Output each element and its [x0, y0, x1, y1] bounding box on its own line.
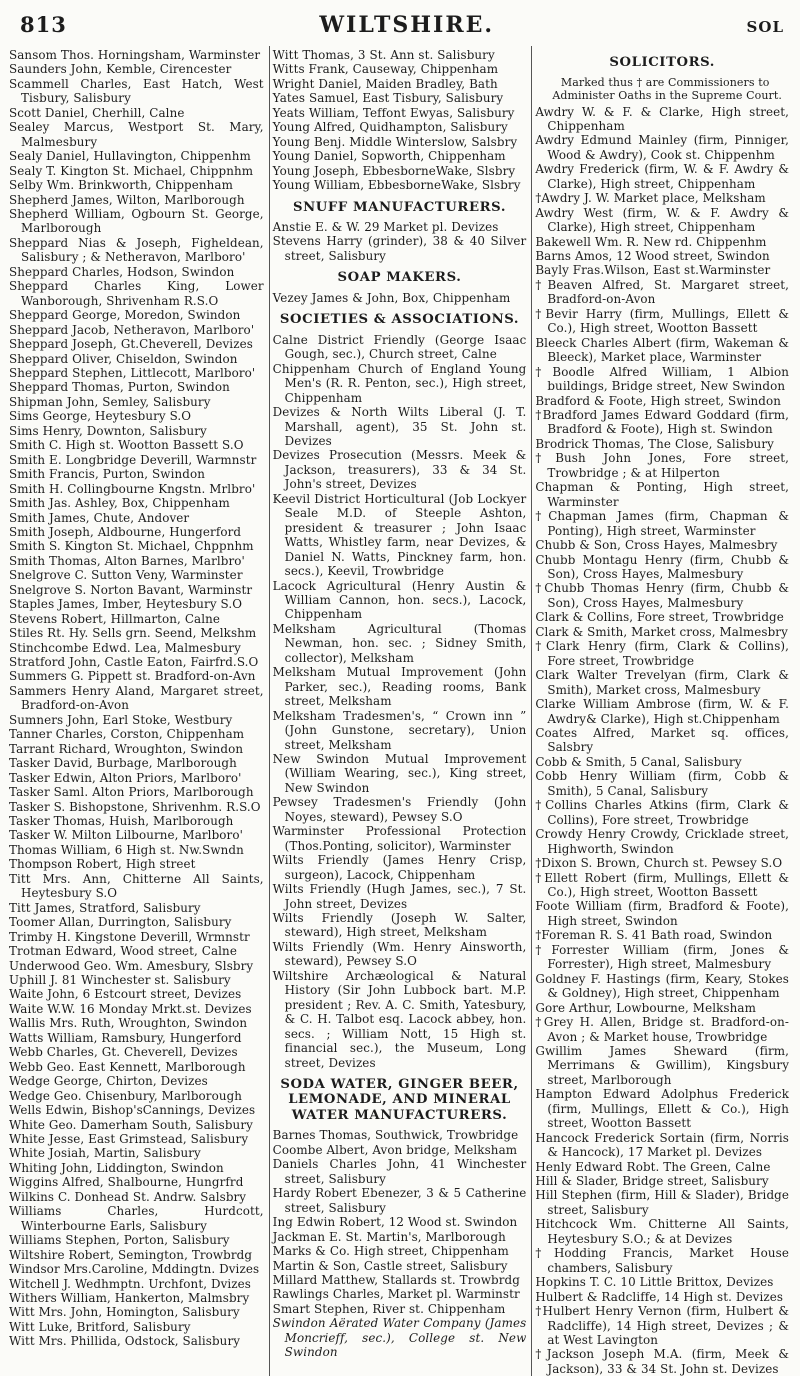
directory-entry: Tarrant Richard, Wroughton, Swindon	[9, 741, 244, 756]
directory-entry: Chubb Montagu Henry (firm, Chubb & Son), Cross Hayes, Malmesbury	[535, 552, 790, 581]
directory-entry: Withers William, Hankerton, Malmsbry	[9, 1290, 250, 1305]
directory-entry: Calne District Friendly (George Isaac Gough, sec.), Church street, Calne	[272, 332, 527, 362]
directory-entry: Daniels Charles John, 41 Winchester street, Salisbury	[272, 1157, 527, 1186]
directory-entry: Wells Edwin, Bishop'sCannings, Devizes	[9, 1103, 256, 1118]
directory-entry: Wiltshire Robert, Semington, Trowbrdg	[9, 1247, 253, 1262]
directory-entry: Awdry W. & F. & Clarke, High street, Chippenham	[535, 104, 790, 133]
directory-entry: Smith S. Kington St. Michael, Chppnhm	[9, 539, 254, 554]
directory-entry: Clark Walter Trevelyan (firm, Clark & Smith), Market cross, Malmesbury	[535, 668, 790, 697]
directory-entry: Trimby H. Kingstone Deverill, Wrmnstr	[9, 929, 250, 944]
directory-entry: †Foreman R. S. 41 Bath road, Swindon	[535, 928, 773, 943]
directory-entry: Saunders John, Kemble, Cirencester	[9, 62, 232, 77]
page-header	[6, 8, 794, 40]
page-title: WILTSHIRE.	[319, 12, 495, 38]
directory-entry: White Geo. Damerham South, Salisbury	[9, 1117, 253, 1132]
directory-entry: Bayly Fras.Wilson, East st.Warminster	[535, 263, 771, 278]
directory-entry: Sheppard Nias & Joseph, Figheldean, Salisbury ; & Netheravon, Marlboro'	[9, 235, 264, 265]
directory-entry: Clark & Smith, Market cross, Malmesbry	[535, 624, 788, 639]
directory-entry: Smith Joseph, Aldbourne, Hungerford	[9, 524, 242, 539]
page-corner-label: SOL	[746, 18, 784, 36]
directory-entry: Wiggins Alfred, Shalbourne, Hungrfrd	[9, 1175, 244, 1190]
directory-entry: Young Daniel, Sopworth, Chippenham	[272, 149, 506, 164]
directory-entry: †Bevir Harry (firm, Mullings, Ellett & Co.), High street, Wootton Bassett	[535, 306, 790, 336]
directory-entry: Snelgrove C. Sutton Veny, Warminster	[9, 568, 243, 583]
directory-entry: Jackman E. St. Martin's, Marlborough	[272, 1229, 506, 1244]
directory-entry: Sheppard Stephen, Littlecott, Marlboro'	[9, 365, 256, 380]
directory-entry: Melksham Agricultural (Thomas Newman, hon. sec. ; Sidney Smith, collector), Melksham	[272, 621, 527, 665]
directory-entry: Watts William, Ramsbury, Hungerford	[9, 1030, 242, 1045]
section-heading: SODA WATER, GINGER BEER, LEMONADE, AND MINERAL WATER MANUFACTURERS.	[280, 1076, 519, 1123]
directory-entry: Hampton Edward Adolphus Frederick (firm, Mullings, Ellett & Co.), High street, Wootton Bassett	[535, 1087, 790, 1131]
directory-entry: Tasker David, Burbage, Marlborough	[9, 756, 237, 771]
directory-entry: Shepherd William, Ogbourn St. George, Marlborough	[9, 206, 264, 236]
directory-entry: Hancock Frederick Sortain (firm, Norris & Hancock), 17 Market pl. Devizes	[535, 1130, 790, 1160]
directory-entry: Webb Charles, Gt. Cheverell, Devizes	[9, 1045, 238, 1060]
directory-entry: Barns Amos, 12 Wood street, Swindon	[535, 249, 770, 264]
directory-entry: Sheppard Joseph, Gt.Cheverell, Devizes	[9, 337, 253, 352]
directory-entry: Young Alfred, Quidhampton, Salisbury	[272, 120, 508, 135]
directory-entry: Melksham Mutual Improvement (John Parker, sec.), Reading rooms, Bank street, Melksham	[272, 665, 527, 709]
directory-entry: Gore Arthur, Lowbourne, Melksham	[535, 1000, 756, 1015]
directory-entry: Pewsey Tradesmen's Friendly (John Noyes, steward), Pewsey S.O	[272, 795, 527, 824]
directory-entry: Williams Charles, Hurdcott, Winterbourne Earls, Salisbury	[9, 1204, 264, 1233]
directory-entry: Sealey Marcus, Westport St. Mary, Malmesbury	[9, 120, 264, 149]
directory-entry: Toomer Allan, Durrington, Salisbury	[9, 915, 232, 930]
directory-entry: Gwillim James Sheward (firm, Merrimans & Gwillim), Kingsbury street, Marlborough	[535, 1043, 790, 1087]
directory-entry: Sealy Daniel, Hullavington, Chippenhm	[9, 149, 251, 164]
directory-entry: Wedge Geo. Chisenbury, Marlborough	[9, 1088, 243, 1103]
directory-entry: Tasker Thomas, Huish, Marlborough	[9, 814, 234, 829]
directory-entry: Chippenham Church of England Young Men's (R. R. Penton, sec.), High street, Chippenham	[272, 361, 527, 405]
section-heading: SNUFF MANUFACTURERS.	[292, 199, 507, 215]
directory-entry: †Beaven Alfred, St. Margaret street, Bradford-on-Avon	[535, 277, 790, 307]
directory-entry: Wilts Friendly (James Henry Crisp, surgeon), Lacock, Chippenham	[272, 853, 527, 882]
directory-entry: Stratford John, Castle Eaton, Fairfrd.S.O	[9, 655, 259, 670]
directory-entry: †Forrester William (firm, Jones & Forrester), High street, Malmesbury	[535, 942, 790, 972]
directory-entry: Wallis Mrs. Ruth, Wroughton, Swindon	[9, 1016, 248, 1031]
directory-entry: Sealy T. Kington St. Michael, Chippnhm	[9, 163, 254, 178]
section-heading: SOLICITORS.	[609, 55, 715, 70]
directory-entry: Keevil District Horticultural (Job Lockyer Seale M.D. of Steeple Ashton, president & treasurer ; John Isaac Watts, Whistley farm, near Devizes, & Daniel N. Watts, Pinckney farm, hon. secs.), Keevil, Trowbridge	[272, 491, 527, 579]
column-layout	[6, 46, 794, 1376]
directory-entry: Smith Jas. Ashley, Box, Chippenham	[9, 496, 230, 511]
directory-entry: Marks & Co. High street, Chippenham	[272, 1244, 509, 1259]
directory-entry: Yeats William, Teffont Ewyas, Salisbury	[272, 105, 515, 120]
directory-entry: Smith Thomas, Alton Barnes, Marlbro'	[9, 553, 245, 568]
directory-entry: Chubb & Son, Cross Hayes, Malmesbry	[535, 538, 778, 553]
directory-entry: Stevens Harry (grinder), 38 & 40 Silver street, Salisbury	[272, 234, 527, 263]
directory-entry: Sheppard Charles King, Lower Wanborough, Shrivenham R.S.O	[9, 279, 264, 308]
directory-entry: †Bradford James Edward Goddard (firm, Bradford & Foote), High st. Swindon	[535, 408, 790, 437]
directory-entry: Witt Thomas, 3 St. Ann st. Salisbury	[272, 48, 495, 62]
directory-entry: Clarke William Ambrose (firm, W. & F. Awdry& Clarke), High st.Chippenham	[535, 697, 790, 726]
directory-entry: Tanner Charles, Corston, Chippenham	[9, 727, 245, 742]
directory-entry: Titt Mrs. Ann, Chitterne All Saints, Heytesbury S.O	[9, 871, 264, 901]
directory-entry: Smart Stephen, River st. Chippenham	[272, 1301, 506, 1316]
directory-entry: Webb Geo. East Kennett, Marlborough	[9, 1059, 246, 1074]
directory-entry: Underwood Geo. Wm. Amesbury, Slsbry	[9, 958, 254, 973]
directory-entry: Swindon Aërated Water Company (James Moncrieff, sec.), College st. New Swindon	[272, 1316, 527, 1360]
directory-entry: Shepherd James, Wilton, Marlborough	[9, 192, 245, 207]
directory-entry: Smith James, Chute, Andover	[9, 510, 190, 525]
directory-entry: †Hulbert Henry Vernon (firm, Hulbert & Radcliffe), 14 High street, Devizes ; & at West Lavington	[535, 1304, 790, 1348]
section-heading: SOAP MAKERS.	[337, 270, 462, 286]
directory-entry: Scott Daniel, Cherhill, Calne	[9, 105, 185, 120]
directory-entry: New Swindon Mutual Improvement (William Wearing, sec.), King street, New Swindon	[272, 751, 527, 795]
directory-entry: Cobb Henry William (firm, Cobb & Smith), 5 Canal, Salisbury	[535, 769, 790, 798]
directory-entry: Devizes & North Wilts Liberal (J. T. Marshall, agent), 35 St. John st. Devizes	[272, 405, 527, 449]
directory-entry: Awdry West (firm, W. & F. Awdry & Clarke), High street, Chippenham	[535, 205, 790, 235]
directory-entry: Clark & Collins, Fore street, Trowbridge	[535, 610, 784, 625]
directory-entry: †Ellett Robert (firm, Mullings, Ellett & Co.), High street, Wootton Bassett	[535, 870, 790, 899]
directory-entry: Sheppard Jacob, Netheravon, Marlboro'	[9, 322, 255, 337]
directory-entry: Sims Henry, Downton, Salisbury	[9, 423, 207, 438]
directory-entry: Titt James, Stratford, Salisbury	[9, 900, 201, 915]
directory-entry: Wilkins C. Donhead St. Andrw. Salsbry	[9, 1189, 247, 1204]
directory-entry: Stevens Robert, Hillmarton, Calne	[9, 611, 221, 626]
directory-entry: Hitchcock Wm. Chitterne All Saints, Heytesbury S.O.; & at Devizes	[535, 1217, 790, 1246]
directory-entry: †Dixon S. Brown, Church st. Pewsey S.O	[535, 856, 783, 871]
directory-entry: †Chapman James (firm, Chapman & Ponting), High street, Warminster	[535, 509, 790, 538]
directory-entry: Chapman & Ponting, High street, Warminster	[535, 480, 790, 509]
directory-entry: Tasker Saml. Alton Priors, Marlborough	[9, 785, 254, 800]
directory-entry: Wedge George, Chirton, Devizes	[9, 1074, 208, 1089]
directory-entry: Brodrick Thomas, The Close, Salisbury	[535, 436, 774, 451]
directory-entry: Uphill J. 81 Winchester st. Salisbury	[9, 973, 231, 987]
directory-entry: Coates Alfred, Market sq. offices, Salsbry	[535, 725, 790, 755]
directory-entry: Ing Edwin Robert, 12 Wood st. Swindon	[272, 1215, 518, 1230]
directory-entry: Cobb & Smith, 5 Canal, Salisbury	[535, 754, 742, 769]
directory-entry: Windsor Mrs.Caroline, Mddingtn. Dvizes	[9, 1262, 260, 1277]
directory-entry: Hulbert & Radcliffe, 14 High st. Devizes	[535, 1289, 784, 1304]
directory-entry: Sheppard George, Moredon, Swindon	[9, 308, 241, 323]
section-heading: SOCIETIES & ASSOCIATIONS.	[279, 312, 520, 328]
directory-entry: White Jesse, East Grimstead, Salisbury	[9, 1131, 249, 1146]
directory-entry: White Josiah, Martin, Salisbury	[9, 1146, 201, 1161]
column-right	[531, 46, 794, 1376]
directory-entry: Smith E. Longbridge Deverill, Warmnstr	[9, 452, 257, 467]
directory-entry: Coombe Albert, Avon bridge, Melksham	[272, 1142, 518, 1157]
directory-entry: Millard Matthew, Stallards st. Trowbrdg	[272, 1272, 520, 1287]
directory-entry: †Bush John Jones, Fore street, Trowbridge ; & at Hilperton	[535, 451, 790, 480]
directory-entry: Bleeck Charles Albert (firm, Wakeman & Bleeck), Market place, Warminster	[535, 335, 790, 365]
directory-entry: Sammers Henry Aland, Margaret street, Bradford-on-Avon	[9, 683, 264, 713]
directory-entry: Sumners John, Earl Stoke, Westbury	[9, 712, 233, 727]
directory-entry: Warminster Professional Protection (Thos.Ponting, solicitor), Warminster	[272, 824, 527, 853]
directory-entry: Trotman Edward, Wood street, Calne	[9, 944, 237, 959]
directory-entry: Smith H. Collingbourne Kngstn. Mrlbro'	[9, 481, 256, 496]
directory-entry: Young William, EbbesborneWake, Slsbry	[272, 178, 521, 193]
directory-entry: Awdry Frederick (firm, W. & F. Awdry & Clarke), High street, Chippenham	[535, 162, 790, 191]
directory-entry: Hopkins T. C. 10 Little Brittox, Devizes	[535, 1275, 774, 1290]
directory-entry: Scammell Charles, East Hatch, West Tisbury, Salisbury	[9, 76, 264, 106]
directory-entry: †Chubb Thomas Henry (firm, Chubb & Son), Cross Hayes, Malmesbury	[535, 581, 790, 610]
directory-entry: Tasker Edwin, Alton Priors, Marlboro'	[9, 770, 242, 785]
directory-entry: Shipman John, Semley, Salisbury	[9, 394, 211, 409]
directory-entry: Hardy Robert Ebenezer, 3 & 5 Catherine street, Salisbury	[272, 1186, 527, 1215]
directory-entry: Witt Mrs. John, Homington, Salisbury	[9, 1305, 240, 1320]
directory-entry: Crowdy Henry Crowdy, Cricklade street, Highworth, Swindon	[535, 827, 790, 856]
directory-entry: Young Benj. Middle Winterslow, Salsbry	[272, 134, 518, 149]
directory-entry: Bakewell Wm. R. New rd. Chippenhm	[535, 234, 767, 249]
directory-entry: Witt Mrs. Phillida, Odstock, Salisbury	[9, 1334, 241, 1349]
directory-entry: Waite John, 6 Estcourt street, Devizes	[9, 987, 242, 1002]
directory-entry: Witt Luke, Britford, Salisbury	[9, 1319, 191, 1334]
directory-entry: Williams Stephen, Porton, Salisbury	[9, 1233, 230, 1248]
directory-entry: Yates Samuel, East Tisbury, Salisbury	[272, 91, 504, 106]
directory-entry: Stiles Rt. Hy. Sells grn. Seend, Melkshm	[9, 626, 257, 641]
directory-entry: Sheppard Thomas, Purton, Swindon	[9, 380, 230, 395]
directory-entry: Sheppard Charles, Hodson, Swindon	[9, 264, 235, 279]
directory-entry: Barnes Thomas, Southwick, Trowbridge	[272, 1128, 519, 1143]
directory-entry: Sansom Thos. Horningsham, Warminster	[9, 48, 261, 62]
directory-entry: Martin & Son, Castle street, Salisbury	[272, 1258, 508, 1273]
directory-entry: Whiting John, Liddington, Swindon	[9, 1160, 224, 1175]
directory-entry: Wilts Friendly (Joseph W. Salter, steward), High street, Melksham	[272, 910, 527, 940]
directory-entry: Henly Edward Robt. The Green, Calne	[535, 1159, 771, 1174]
directory-entry: Wilts Friendly (Hugh James, sec.), 7 St. John street, Devizes	[272, 882, 527, 911]
column-left	[6, 46, 269, 1376]
directory-entry: †Jackson Joseph M.A. (firm, Meek & Jackson), 33 & 34 St. John st. Devizes	[535, 1347, 790, 1376]
directory-entry: Thompson Robert, High street	[9, 857, 196, 872]
directory-entry: Wilts Friendly (Wm. Henry Ainsworth, steward), Pewsey S.O	[272, 939, 527, 969]
directory-entry: †Clark Henry (firm, Clark & Collins), Fore street, Trowbridge	[535, 639, 790, 668]
directory-entry: †Boodle Alfred William, 1 Albion buildings, Bridge street, New Swindon	[535, 364, 790, 394]
directory-entry: Hill Stephen (firm, Hill & Slader), Bridge street, Salisbury	[535, 1188, 790, 1217]
directory-entry: Bradford & Foote, High street, Swindon	[535, 393, 781, 408]
directory-entry: Hill & Slader, Bridge street, Salisbury	[535, 1174, 769, 1189]
directory-entry: Awdry Edmund Mainley (firm, Pinniger, Wood & Awdry), Cook st. Chippenhm	[535, 133, 790, 162]
directory-entry: Summers G. Pippett st. Bradford-on-Avn	[9, 669, 256, 684]
directory-entry: Staples James, Imber, Heytesbury S.O	[9, 597, 243, 612]
directory-entry: Selby Wm. Brinkworth, Chippenham	[9, 178, 233, 193]
page-number: 813	[20, 12, 67, 37]
directory-entry: Anstie E. & W. 29 Market pl. Devizes	[272, 220, 499, 235]
directory-entry: †Collins Charles Atkins (firm, Clark & Collins), Fore street, Trowbridge	[535, 798, 790, 827]
directory-entry: Foote William (firm, Bradford & Foote), High street, Swindon	[535, 899, 790, 928]
directory-entry: Tasker W. Milton Lilbourne, Marlboro'	[9, 828, 243, 843]
directory-entry: Vezey James & John, Box, Chippenham	[272, 290, 511, 305]
directory-entry: †Grey H. Allen, Bridge st. Bradford-on-Avon ; & Market house, Trowbridge	[535, 1015, 790, 1044]
commissioner-note: Marked thus † are Commissioners to Administer Oaths in the Supreme Court.	[552, 75, 783, 102]
directory-entry: Melksham Tradesmen's, “ Crown inn ” (John Gunstone, secretary), Union street, Melksham	[272, 708, 527, 752]
directory-entry: †Awdry J. W. Market place, Melksham	[535, 191, 766, 206]
directory-entry: Thomas William, 6 High st. Nw.Swndn	[9, 842, 244, 857]
directory-entry: Lacock Agricultural (Henry Austin & William Cannon, hon. secs.), Lacock, Chippenham	[272, 578, 527, 622]
directory-entry: Sheppard Oliver, Chiseldon, Swindon	[9, 351, 238, 366]
directory-entry: Wiltshire Archæological & Natural History (Sir John Lubbock bart. M.P. president ; Rev. A. C. Smith, Yatesbury, & C. H. Talbot esq. Lacock abbey, hon. secs. ; William Nott, 15 High st. financial sec.), the Museum, Long street, Devizes	[272, 968, 527, 1070]
directory-entry: Sims George, Heytesbury S.O	[9, 409, 192, 424]
directory-entry: Snelgrove S. Norton Bavant, Warminstr	[9, 582, 253, 597]
directory-entry: Tasker S. Bishopstone, Shrivenhm. R.S.O	[9, 799, 261, 814]
directory-entry: Rawlings Charles, Market pl. Warminstr	[272, 1287, 520, 1302]
directory-entry: Smith C. High st. Wootton Bassett S.O	[9, 438, 244, 453]
column-middle	[269, 46, 532, 1376]
directory-entry: Goldney F. Hastings (firm, Keary, Stokes & Goldney), High street, Chippenham	[535, 971, 790, 1001]
directory-entry: Smith Francis, Purton, Swindon	[9, 467, 205, 482]
directory-entry: Young Joseph, EbbesborneWake, Slsbry	[272, 163, 516, 178]
directory-entry: Waite W.W. 16 Monday Mrkt.st. Devizes	[9, 1001, 252, 1016]
directory-entry: Wright Daniel, Maiden Bradley, Bath	[272, 76, 498, 91]
directory-entry: Devizes Prosecution (Messrs. Meek & Jackson, treasurers), 33 & 34 St. John's street, Devizes	[272, 448, 527, 492]
directory-entry: Witchell J. Wedhmptn. Urchfont, Dvizes	[9, 1276, 252, 1291]
directory-entry: †Hodding Francis, Market House chambers, Salisbury	[535, 1246, 790, 1275]
directory-entry: Stinchcombe Edwd. Lea, Malmesbury	[9, 640, 241, 655]
directory-entry: Witts Frank, Causeway, Chippenham	[272, 62, 499, 77]
